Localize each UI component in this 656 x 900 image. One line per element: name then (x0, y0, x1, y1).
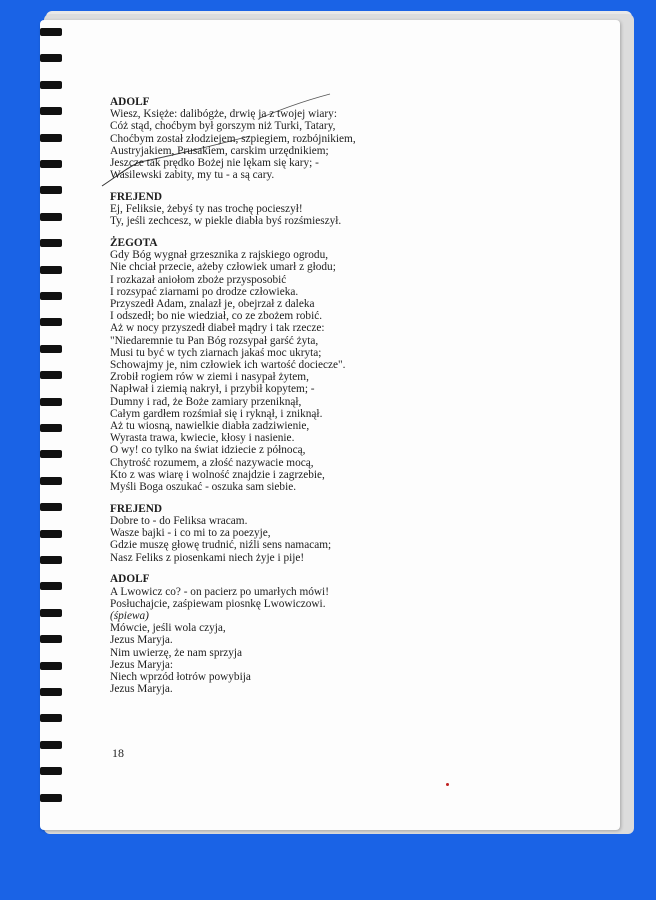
binding-coil (40, 714, 62, 722)
verse-line: Jezus Maryja: (110, 658, 174, 671)
speaker-name: FREJEND (110, 502, 163, 515)
binding-coil (40, 582, 62, 590)
binding-coil (40, 54, 62, 62)
binding-coil (40, 186, 62, 194)
verse-line: Dobre to - do Feliksa wracam. (110, 515, 248, 527)
verse-line: Zrobił rogiem rów w ziemi i nasypał żytem, (110, 371, 309, 384)
binding-coil (40, 477, 62, 485)
verse-line: A Lwowicz co? - on pacierz po umarłych mówi! (110, 585, 329, 598)
binding-coil (40, 160, 62, 168)
verse-line: Kto z was wiarę i wolność znajdzie i zagrzebie, (110, 468, 325, 481)
binding-coil (40, 424, 62, 432)
verse-line: Ej, Feliksie, żebyś ty nas trochę pocieszył! (110, 203, 303, 216)
verse-line: Mówcie, jeśli wola czyja, (110, 622, 226, 635)
binding-coil (40, 107, 62, 115)
binding-coil (40, 609, 62, 617)
binding-coil (40, 741, 62, 749)
binding-coil (40, 688, 62, 696)
verse-line: Jezus Maryja. (110, 634, 173, 647)
drama-text (110, 96, 630, 705)
binding-coil (40, 398, 62, 406)
speaker-name: ADOLF (110, 96, 150, 108)
binding-coil (40, 134, 62, 142)
verse-line: I rozsypać ziarnami po drodze człowieka. (110, 285, 299, 298)
verse-line: Całym gardłem rozśmiał się i ryknął, i zniknął. (110, 407, 323, 420)
binding-coil (40, 530, 62, 538)
verse-line: Wiesz, Księże: dalibógże, drwię ja z twojej wiary: (110, 108, 337, 121)
binding-coil (40, 371, 62, 379)
verse-line: Ty, jeśli zechcesz, w piekle diabła byś rozśmieszył. (110, 215, 342, 228)
dialogue-section (110, 191, 630, 228)
binding-coil (40, 81, 62, 89)
dialogue-section (110, 237, 630, 493)
verse-line: Przyszedł Adam, znalazł je, obejrzał z daleka (110, 298, 315, 311)
verse-line: I rozkazał aniołom zboże przysposobić (110, 273, 287, 286)
verse-line: Wasze bajki - i co mi to za poezyje, (110, 527, 271, 540)
binding-coil (40, 662, 62, 670)
ink-dot (446, 783, 449, 786)
binding-coil (40, 213, 62, 221)
binding-coil (40, 503, 62, 511)
stage-direction: (śpiewa) (110, 609, 149, 622)
verse-line: Gdzie muszę głowę trudnić, niźli sens namacam; (110, 539, 332, 552)
speaker-name: ADOLF (110, 573, 150, 586)
binding-coil (40, 345, 62, 353)
speaker-name: FREJEND (110, 190, 163, 203)
binding-coil (40, 266, 62, 274)
binding-coil (40, 767, 62, 775)
verse-line: Napłwał i ziemią nakrył, i przybił kopytem; - (110, 383, 315, 396)
verse-line: Jezus Maryja. (110, 683, 173, 696)
verse-line: Wyrasta trawa, kwiecie, kłosy i nasienie. (110, 432, 295, 445)
verse-line: Nasz Feliks z piosenkami niech żyje i pije! (110, 551, 305, 564)
binding-coil (40, 556, 62, 564)
verse-line: Choćbym został złodziejem, szpiegiem, rozbójnikiem, (110, 132, 356, 145)
binding-coil (40, 318, 62, 326)
verse-line: Nim uwierzę, że nam sprzyja (110, 646, 243, 659)
verse-line: Niech wprzód łotrów powybija (110, 670, 251, 683)
verse-line: Austryjakiem, Prusakiem, carskim urzędnikiem; (110, 144, 329, 157)
verse-line: Musi tu być w tych ziarnach jakaś moc ukryta; (110, 346, 322, 359)
verse-line: Myśli Boga oszukać - oszuka sam siebie. (110, 481, 297, 494)
dialogue-section (110, 96, 630, 181)
verse-line: Dumny i rad, że Boże zamiary przeniknął, (110, 395, 302, 408)
binding-coil (40, 635, 62, 643)
binding-coil (40, 239, 62, 247)
binding-coil (40, 292, 62, 300)
verse-line: Nie chciał przecie, ażeby człowiek umarł z głodu; (110, 261, 336, 274)
verse-line: Gdy Bóg wygnał grzesznika z rajskiego ogrodu, (110, 249, 329, 262)
verse-line: Schowajmy je, nim człowiek ich wartość docieczе". (110, 359, 346, 372)
dialogue-section (110, 503, 630, 564)
speaker-name: ŻEGOTA (110, 237, 158, 250)
binding-coil (40, 28, 62, 36)
verse-line: Jeszcze tak prędko Bożej nie lękam się kary; - (110, 157, 319, 170)
page-number: 18 (112, 746, 124, 760)
verse-line: "Niedaremnie tu Pan Bóg rozsypał garść żyta, (110, 334, 319, 347)
spiral-binding (0, 0, 70, 900)
binding-coil (40, 794, 62, 802)
dialogue-section (110, 573, 630, 695)
verse-line: I odszedł; bo nie wiedział, co ze zbożem robić. (110, 310, 323, 323)
verse-line: Wasilewski zabity, my tu - a są cary. (110, 169, 275, 182)
verse-line: Aż w nocy przyszedł diabeł mądry i tak rzecze: (110, 322, 325, 335)
verse-line: Chytrość rozumem, a złość nazywacie mocą, (110, 456, 314, 469)
verse-line: Aż tu wiosną, nawielkie diabła zadziwienie, (110, 420, 310, 433)
verse-line: O wy! co tylko na świat idziecie z północą, (110, 444, 306, 457)
verse-line: Cóż stąd, choćbym był gorszym niż Turki, Tatary, (110, 120, 336, 133)
verse-line: Posłuchajcie, zaśpiewam piosnkę Lwowiczowi. (110, 597, 326, 610)
binding-coil (40, 450, 62, 458)
